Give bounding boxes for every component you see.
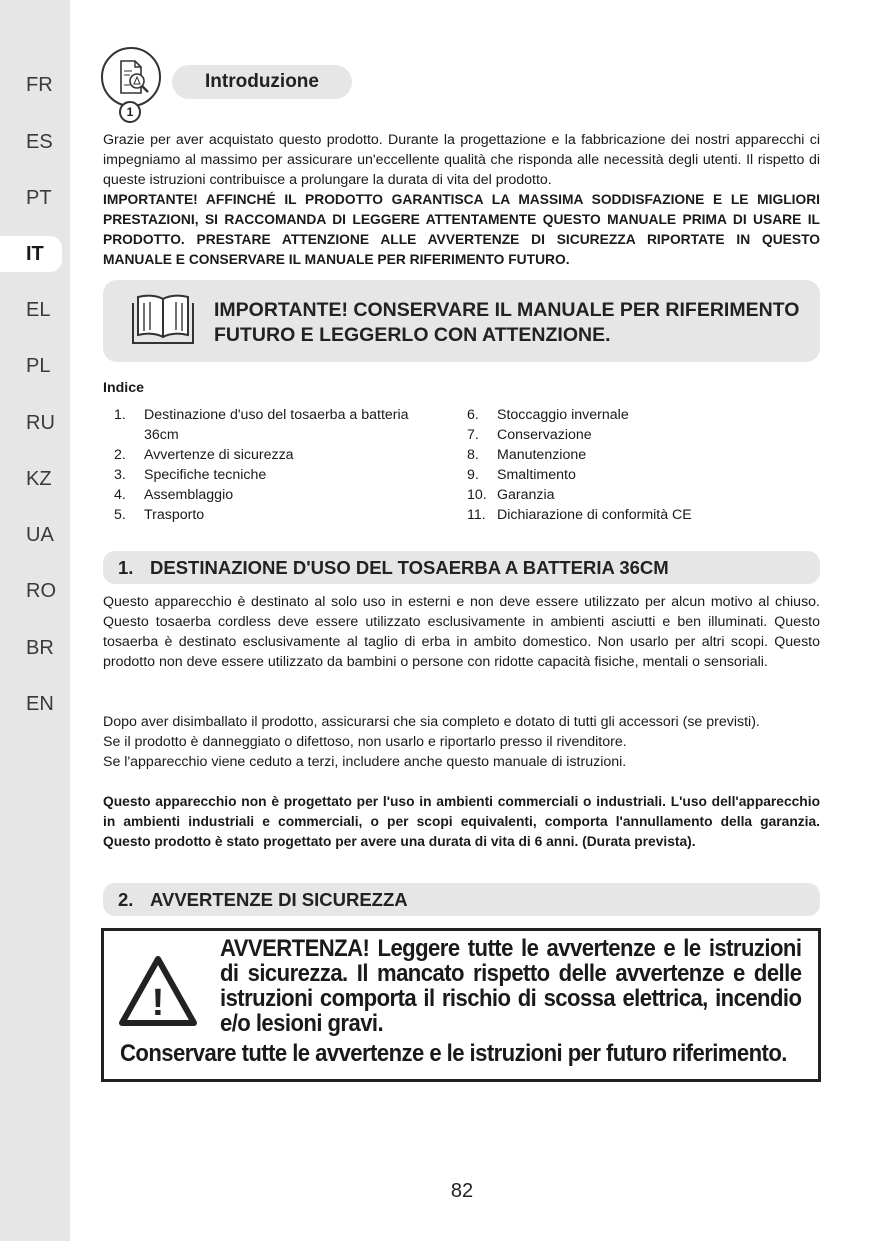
- open-book-icon: [132, 293, 194, 345]
- index-item[interactable]: 1. Destinazione d'uso del tosaerba a batteria 36cm: [114, 407, 409, 443]
- warning-footer-text: Conservare tutte le avvertenze e le istruzioni per futuro riferimento.: [120, 1040, 787, 1067]
- lang-tab-pl[interactable]: PL: [26, 355, 51, 377]
- lang-tab-el[interactable]: EL: [26, 299, 51, 321]
- index-item[interactable]: 4. Assemblaggio: [114, 487, 234, 503]
- section-1-paragraph-3: Questo apparecchio non è progettato per l'uso in ambienti commerciali o industriali. L'uso dell'apparecchio in ambienti industriali e commerciali, o per scopi equivalenti, comporta l'annullamento della garanzia. Questo prodotto è stato progettato per avere una durata di vita di 6 anni. (Durata prevista).: [103, 794, 820, 849]
- index-item[interactable]: 6. Stoccaggio invernale: [467, 407, 629, 423]
- index-list-left: [114, 405, 444, 525]
- warning-triangle-icon: [118, 955, 198, 1027]
- lang-tab-en[interactable]: EN: [26, 693, 54, 715]
- index-item[interactable]: 2. Avvertenze di sicurezza: [114, 447, 294, 463]
- index-item[interactable]: 8. Manutenzione: [467, 447, 587, 463]
- index-list-right: [467, 405, 807, 525]
- intro-paragraph: Grazie per aver acquistato questo prodotto. Durante la progettazione e la fabbricazione dei nostri apparecchi ci impegniamo al massimo per assicurare un'eccellente qualità che risponda alle necessità degli utenti. Il rispetto di queste istruzioni contribuisce a prolungare la durata di vita del prodotto.: [103, 132, 820, 188]
- lang-tab-kz[interactable]: KZ: [26, 468, 52, 490]
- intro-title: Introduzione: [172, 65, 352, 99]
- lang-tab-ro[interactable]: RO: [26, 580, 56, 602]
- intro-important: IMPORTANTE! AFFINCHÉ IL PRODOTTO GARANTISCA LA MASSIMA SODDISFAZIONE E LE MIGLIORI PRESTAZIONI, SI RACCOMANDA DI LEGGERE ATTENTAMENTE QUESTO MANUALE PRIMA DI USARE IL PRODOTTO. PRESTARE ATTENZIONE ALLE AVVERTENZE DI SICUREZZA RIPORTATE IN QUESTO MANUALE E CONSERVARE IL MANUALE PER RIFERIMENTO FUTURO.: [103, 192, 820, 267]
- index-item[interactable]: 10. Garanzia: [467, 487, 555, 503]
- section-1-paragraph-1: Questo apparecchio è destinato al solo uso in esterni e non deve essere utilizzato per alcun motivo al chiuso. Questo tosaerba cordless deve essere utilizzato esclusivamente in ambienti asciutti e ben illuminati. Questo tosaerba è destinato esclusivamente al taglio di erba in ambito domestico. Non usarlo per altri scopi. Questo prodotto non deve essere utilizzato da bambini o persone con ridotte capacità fisiche, mentali o sensoriali.: [103, 594, 820, 670]
- manual-search-icon: [101, 47, 161, 107]
- lang-tab-es[interactable]: ES: [26, 131, 53, 153]
- notice-line-2: FUTURO E LEGGERLO CON ATTENZIONE.: [214, 324, 611, 346]
- index-item[interactable]: 5. Trasporto: [114, 507, 205, 523]
- lang-tab-ua[interactable]: UA: [26, 524, 54, 546]
- index-item[interactable]: 11. Dichiarazione di conformità CE: [467, 507, 692, 523]
- page-number: 82: [450, 1180, 474, 1202]
- index-item[interactable]: 3. Specifiche tecniche: [114, 467, 267, 483]
- lang-tab-pt[interactable]: PT: [26, 187, 52, 209]
- section-1-paragraph-2: Dopo aver disimballato il prodotto, assicurarsi che sia completo e dotato di tutti gli accessori (se previsti). Se il prodotto è danneggiato o difettoso, non usarlo e riportarlo presso il rivenditore. Se l'apparecchio viene ceduto a terzi, includere anche questo manuale di istruzioni.: [103, 714, 760, 770]
- index-item[interactable]: 9. Smaltimento: [467, 467, 576, 483]
- index-item[interactable]: 7. Conservazione: [467, 427, 592, 443]
- lang-tab-it[interactable]: IT: [0, 236, 62, 272]
- svg-text:!: !: [151, 982, 165, 1024]
- section-2-header: 2. AVVERTENZE DI SICUREZZA: [103, 883, 820, 916]
- lang-tab-ru[interactable]: RU: [26, 412, 55, 434]
- lang-tab-br[interactable]: BR: [26, 637, 54, 659]
- section-1-header: 1. DESTINAZIONE D'USO DEL TOSAERBA A BATTERIA 36CM: [103, 551, 820, 584]
- section-number-badge: 1: [119, 101, 141, 123]
- lang-tab-fr[interactable]: FR: [26, 74, 53, 96]
- notice-line-1: IMPORTANTE! CONSERVARE IL MANUALE PER RIFERIMENTO: [214, 299, 800, 321]
- index-title: Indice: [103, 380, 144, 396]
- warning-text: AVVERTENZA! Leggere tutte le avvertenze e le istruzioni di sicurezza. Il mancato rispetto delle avvertenze e delle istruzioni comporta il rischio di scossa elettrica, incendio e/o lesioni gravi.: [220, 935, 802, 1037]
- notice-text: [214, 298, 804, 348]
